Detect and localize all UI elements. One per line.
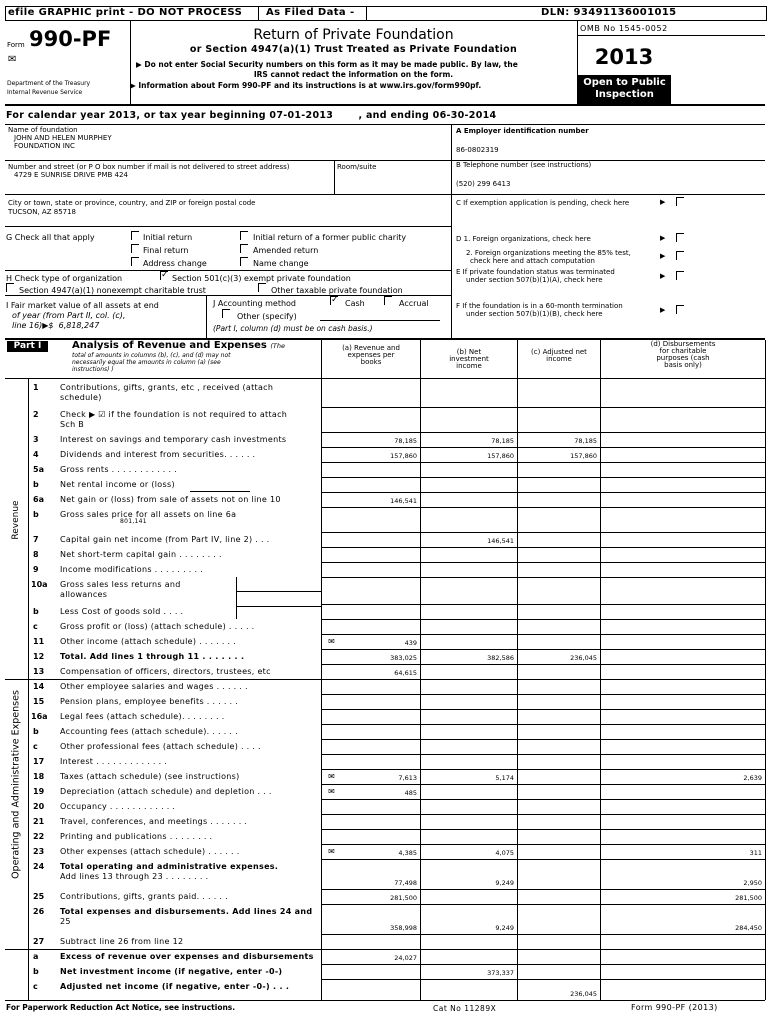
- line-number: b: [33, 967, 39, 976]
- line-description: Total expenses and disbursements. Add lines 24 and: [60, 907, 313, 916]
- line-description: Gross sales price for all assets on line 6a: [60, 510, 237, 519]
- line-number: 6a: [33, 495, 44, 504]
- 501c3-checkbox[interactable]: ✓: [161, 270, 169, 280]
- line-number: 27: [33, 937, 45, 946]
- table-row: [0, 619, 770, 634]
- cell-b: 5,174: [495, 774, 514, 782]
- line-number: 12: [33, 652, 45, 661]
- line-description: Capital gain net income (from Part IV, line 2) . . .: [60, 535, 270, 544]
- room-label: Room/suite: [337, 163, 377, 171]
- cell-a: 383,025: [390, 654, 417, 662]
- table-row: [0, 634, 770, 649]
- final-return-label: Final return: [143, 246, 189, 255]
- table-row: [0, 859, 770, 889]
- form-footer: Form 990-PF (2013): [631, 1003, 718, 1012]
- line-description: Contributions, gifts, grants, etc , received (attach: [60, 383, 274, 392]
- table-row: [0, 754, 770, 769]
- revenue-side-label: Revenue: [11, 500, 21, 540]
- cell-a: 78,185: [394, 437, 417, 445]
- table-row: [0, 649, 770, 664]
- ein-value: 86-0802319: [456, 146, 499, 154]
- efile-label: efile GRAPHIC print - DO NOT PROCESS: [8, 7, 243, 18]
- line-description: Adjusted net income (if negative, enter -0-) . . .: [60, 982, 290, 991]
- other-method-label: Other (specify): [237, 312, 297, 321]
- cell-a: 358,998: [390, 924, 417, 932]
- public-inspection-badge: Open to Public Inspection: [578, 75, 671, 105]
- other-method-checkbox[interactable]: [222, 309, 230, 318]
- amended-return-checkbox[interactable]: [240, 244, 248, 253]
- cell-a: 439: [404, 639, 417, 647]
- foreign-85-label-2: check here and attach computation: [470, 257, 595, 265]
- 60-month-label-1: F If the foundation is in a 60-month termination: [456, 302, 623, 310]
- city-label: City or town, state or province, country, and ZIP or foreign postal code: [8, 199, 256, 207]
- line-number: 17: [33, 757, 45, 766]
- line-description: Less Cost of goods sold . . . .: [60, 607, 184, 616]
- name-change-checkbox[interactable]: [240, 257, 248, 266]
- part-1-tag: Part I: [7, 341, 48, 352]
- h-label: H Check type of organization: [6, 274, 123, 283]
- line-number: 1: [33, 383, 39, 392]
- line-description: Other professional fees (attach schedule) . . . .: [60, 742, 261, 751]
- line-number: 8: [33, 550, 39, 559]
- initial-return-checkbox[interactable]: [131, 231, 139, 240]
- line-number: 15: [33, 697, 45, 706]
- as-filed-label: As Filed Data -: [266, 7, 355, 18]
- line-description: Interest . . . . . . . . . . . . .: [60, 757, 168, 766]
- 501c3-label: Section 501(c)(3) exempt private foundation: [172, 274, 351, 283]
- table-row: [0, 462, 770, 477]
- 4947-label: Section 4947(a)(1) nonexempt charitable trust: [19, 286, 206, 295]
- foundation-name-1: JOHN AND HELEN MURPHEY: [14, 134, 112, 142]
- line-number: 4: [33, 450, 39, 459]
- line-description: Printing and publications . . . . . . . .: [60, 832, 213, 841]
- 4947-checkbox[interactable]: [6, 283, 14, 292]
- cell-dd: 281,500: [735, 894, 762, 902]
- line-number: 3: [33, 435, 39, 444]
- foreign-org-checkbox[interactable]: [676, 233, 684, 242]
- cell-a: 64,615: [394, 669, 417, 677]
- g-label: G Check all that apply: [6, 233, 95, 242]
- table-row: [0, 724, 770, 739]
- cell-b: 9,249: [495, 879, 514, 887]
- table-row: [0, 562, 770, 577]
- cash-checkbox[interactable]: ✓: [331, 295, 339, 305]
- attachment-icon[interactable]: ✉: [328, 847, 335, 856]
- table-row: [0, 739, 770, 754]
- table-row: [0, 694, 770, 709]
- line-number: 24: [33, 862, 45, 871]
- line-description-cont: allowances: [60, 590, 108, 599]
- table-row: [0, 507, 770, 532]
- cell-dd: 2,639: [743, 774, 762, 782]
- table-row: [0, 477, 770, 492]
- line-description: Total. Add lines 1 through 11 . . . . . . .: [60, 652, 245, 661]
- name-label: Name of foundation: [8, 126, 78, 134]
- line-description: Net gain or (loss) from sale of assets not on line 10: [60, 495, 281, 504]
- other-taxable-checkbox[interactable]: [258, 283, 266, 292]
- col-d-header: (d) Disbursements for charitable purposes (cash basis only): [650, 340, 716, 369]
- line-description: Check ▶ ☑ if the foundation is not required to attach: [60, 410, 288, 419]
- line-description: Gross sales less returns and: [60, 580, 181, 589]
- line-number: 25: [33, 892, 45, 901]
- cell-b: 9,249: [495, 924, 514, 932]
- attachment-icon[interactable]: ✉: [328, 772, 335, 781]
- line-number: 2: [33, 410, 39, 419]
- line-number: c: [33, 622, 38, 631]
- table-row: [0, 664, 770, 679]
- attachment-icon[interactable]: ✉: [328, 787, 335, 796]
- name-change-label: Name change: [253, 259, 309, 268]
- line-description: Net investment income (if negative, enter -0-): [60, 967, 283, 976]
- ein-label: A Employer identification number: [456, 127, 589, 135]
- accrual-label: Accrual: [399, 299, 429, 308]
- status-terminated-label-1: E If private foundation status was terminated: [456, 268, 615, 276]
- line-description: Occupancy . . . . . . . . . . . .: [60, 802, 176, 811]
- line-number: 26: [33, 907, 45, 916]
- cell-b: 78,185: [491, 437, 514, 445]
- line-number: b: [33, 607, 39, 616]
- line-number: a: [33, 952, 39, 961]
- exemption-pending-checkbox[interactable]: [676, 197, 684, 206]
- accounting-method-label: J Accounting method: [213, 299, 297, 308]
- final-return-checkbox[interactable]: [131, 244, 139, 253]
- line-description-cont: 25: [60, 917, 71, 926]
- line-description: Excess of revenue over expenses and disbursements: [60, 952, 314, 961]
- table-row: [0, 604, 770, 619]
- cell-c: 236,045: [570, 990, 597, 998]
- initial-former-public-checkbox[interactable]: [240, 231, 248, 240]
- form-subtitle: or Section 4947(a)(1) Trust Treated as Private Foundation: [189, 44, 518, 55]
- cell-dd: 2,950: [743, 879, 762, 887]
- line-description-cont: Sch B: [60, 420, 85, 429]
- line-number: 22: [33, 832, 45, 841]
- form-number: 990-PF: [29, 27, 112, 51]
- line-description: Compensation of officers, directors, trustees, etc: [60, 667, 271, 676]
- line-description-cont: schedule): [60, 393, 102, 402]
- col-a-header: (a) Revenue and expenses per books: [342, 344, 400, 366]
- initial-former-public-label: Initial return of a former public charity: [253, 233, 407, 242]
- cash-basis-note: (Part I, column (d) must be on cash basis.): [213, 324, 373, 333]
- address-change-label: Address change: [143, 259, 207, 268]
- form-icon: ✉: [8, 54, 17, 65]
- expenses-side-label: Operating and Administrative Expenses: [10, 690, 22, 879]
- table-row: [0, 844, 770, 859]
- exemption-pending-label: C If exemption application is pending, check here: [456, 199, 630, 207]
- line-number: b: [33, 480, 39, 489]
- line-number: c: [33, 982, 38, 991]
- table-row: [0, 934, 770, 949]
- part-1-title: Analysis of Revenue and Expenses (The: [72, 340, 285, 351]
- line-description: Pension plans, employee benefits . . . . . .: [60, 697, 239, 706]
- 60-month-label-2: under section 507(b)(1)(B), check here: [466, 310, 603, 318]
- dln: DLN: 93491136001015: [541, 7, 677, 18]
- line-number: 5a: [33, 465, 44, 474]
- cell-b: 146,541: [487, 537, 514, 545]
- omb-number: OMB No 1545-0052: [580, 24, 668, 33]
- cell-b: 382,586: [487, 654, 514, 662]
- col-b-header: (b) Net investment income: [449, 348, 489, 370]
- line-description: Travel, conferences, and meetings . . . . . . .: [60, 817, 248, 826]
- dept-line-1: Department of the Treasury: [7, 80, 91, 87]
- cell-a: 146,541: [390, 497, 417, 505]
- phone-label: B Telephone number (see instructions): [456, 161, 592, 169]
- table-row: [0, 889, 770, 904]
- line-number: 21: [33, 817, 45, 826]
- info-notice: ▶ Information about Form 990-PF and its instructions is at www.irs.gov/form990pf.: [130, 81, 482, 90]
- table-row: [0, 964, 770, 979]
- table-row: [0, 679, 770, 694]
- line-description: Dividends and interest from securities. . . . . .: [60, 450, 256, 459]
- line-description: Other income (attach schedule) . . . . . . .: [60, 637, 237, 646]
- line-description-cont: 801,141: [120, 518, 147, 525]
- dept-line-2: Internal Revenue Service: [7, 89, 83, 96]
- city-value: TUCSON, AZ 85718: [8, 208, 77, 216]
- line-number: b: [33, 510, 39, 519]
- cell-a: 7,613: [398, 774, 417, 782]
- line-description: Gross profit or (loss) (attach schedule) . . . . .: [60, 622, 255, 631]
- line-number: 7: [33, 535, 39, 544]
- street-label: Number and street (or P O box number if mail is not delivered to street address): [8, 163, 290, 171]
- cell-c: 157,860: [570, 452, 597, 460]
- line-description: Net rental income or (loss): [60, 480, 175, 489]
- cell-c: 78,185: [574, 437, 597, 445]
- initial-return-label: Initial return: [143, 233, 193, 242]
- line-description: Contributions, gifts, grants paid. . . . . .: [60, 892, 228, 901]
- form-prefix: Form: [7, 41, 25, 49]
- line-description: Taxes (attach schedule) (see instructions): [60, 772, 240, 781]
- table-row: [0, 407, 770, 432]
- street-address: 4729 E SUNRISE DRIVE PMB 424: [14, 171, 128, 179]
- status-terminated-label-2: under section 507(b)(1)(A), check here: [466, 276, 603, 284]
- cell-a: 24,027: [394, 954, 417, 962]
- amended-return-label: Amended return: [253, 246, 319, 255]
- line-description: Net short-term capital gain . . . . . . . .: [60, 550, 222, 559]
- line-number: 20: [33, 802, 45, 811]
- tax-period: For calendar year 2013, or tax year beginning 07-01-2013 , and ending 06-30-2014: [6, 110, 497, 121]
- cell-b: 373,337: [487, 969, 514, 977]
- line-number: 9: [33, 565, 39, 574]
- line-number: 23: [33, 847, 45, 856]
- table-row: [0, 492, 770, 507]
- line-number: 19: [33, 787, 45, 796]
- table-row: [0, 904, 770, 934]
- table-row: [0, 532, 770, 547]
- cell-a: 485: [404, 789, 417, 797]
- table-row: [0, 447, 770, 462]
- line-number: 14: [33, 682, 45, 691]
- table-row: [0, 949, 770, 964]
- tax-year: 2013: [594, 45, 654, 69]
- line-number: b: [33, 727, 39, 736]
- attachment-icon[interactable]: ✉: [328, 637, 335, 646]
- cat-number: Cat No 11289X: [433, 1004, 497, 1013]
- cash-label: Cash: [345, 299, 365, 308]
- line-description: Depreciation (attach schedule) and depletion . . .: [60, 787, 272, 796]
- foreign-85-label-1: 2. Foreign organizations meeting the 85% test,: [466, 249, 631, 257]
- line-description: Subtract line 26 from line 12: [60, 937, 184, 946]
- table-row: [0, 547, 770, 562]
- accrual-checkbox[interactable]: [384, 296, 392, 305]
- cell-c: 236,045: [570, 654, 597, 662]
- status-terminated-checkbox[interactable]: [676, 271, 684, 280]
- cell-a: 157,860: [390, 452, 417, 460]
- line-number: 11: [33, 637, 45, 646]
- form-title: Return of Private Foundation: [253, 27, 454, 43]
- cell-dd: 311: [749, 849, 762, 857]
- foreign-85-checkbox[interactable]: [676, 251, 684, 260]
- table-row: [0, 769, 770, 784]
- fmv-value: line 16)▶$ 6,818,247: [12, 321, 100, 330]
- cell-a: 77,498: [394, 879, 417, 887]
- phone-value: (520) 299 6413: [456, 180, 511, 188]
- 60-month-checkbox[interactable]: [676, 305, 684, 314]
- line-description: Interest on savings and temporary cash investments: [60, 435, 287, 444]
- line-number: 16a: [31, 712, 48, 721]
- part-1-desc-1: total of amounts in columns (b), (c), and (d) may not: [72, 352, 231, 359]
- line-description: Gross rents . . . . . . . . . . . .: [60, 465, 178, 474]
- cell-dd: 284,450: [735, 924, 762, 932]
- table-row: [0, 577, 770, 604]
- paperwork-notice: For Paperwork Reduction Act Notice, see instructions.: [6, 1003, 236, 1012]
- line-description: Legal fees (attach schedule). . . . . . . .: [60, 712, 225, 721]
- fmv-label-1: I Fair market value of all assets at end: [6, 301, 159, 310]
- line-number: 18: [33, 772, 45, 781]
- foundation-name-2: FOUNDATION INC: [14, 142, 75, 150]
- table-row: [0, 799, 770, 814]
- table-row: [0, 432, 770, 447]
- cell-b: 4,075: [495, 849, 514, 857]
- line-description-cont: Add lines 13 through 23 . . . . . . . .: [60, 872, 209, 881]
- line-description: Income modifications . . . . . . . . .: [60, 565, 203, 574]
- ssn-notice-1: ▶ Do not enter Social Security numbers on this form as it may be made public. By law, the: [136, 60, 518, 69]
- table-row: [0, 784, 770, 799]
- cell-b: 157,860: [487, 452, 514, 460]
- table-row: [0, 979, 770, 1000]
- table-row: [0, 829, 770, 844]
- part-1-desc-2: necessarily equal the amounts in column (a) (see: [72, 359, 221, 366]
- other-taxable-label: Other taxable private foundation: [271, 286, 403, 295]
- foreign-org-label: D 1. Foreign organizations, check here: [456, 235, 591, 243]
- fmv-label-2: of year (from Part II, col. (c),: [12, 311, 126, 320]
- line-number: 10a: [31, 580, 48, 589]
- line-description: Accounting fees (attach schedule). . . . . .: [60, 727, 238, 736]
- table-row: [0, 814, 770, 829]
- part-1-desc-3: instructions) ): [72, 366, 114, 373]
- line-description: Other employee salaries and wages . . . . . .: [60, 682, 248, 691]
- ssn-notice-2: IRS cannot redact the information on the form.: [253, 70, 454, 79]
- line-description: Total operating and administrative expenses.: [60, 862, 279, 871]
- cell-a: 4,385: [398, 849, 417, 857]
- line-number: 13: [33, 667, 45, 676]
- col-c-header: (c) Adjusted net income: [531, 348, 587, 363]
- line-description: Other expenses (attach schedule) . . . . . .: [60, 847, 240, 856]
- table-row: [0, 380, 770, 407]
- cell-a: 281,500: [390, 894, 417, 902]
- line-number: c: [33, 742, 38, 751]
- table-row: [0, 709, 770, 724]
- address-change-checkbox[interactable]: [131, 257, 139, 266]
